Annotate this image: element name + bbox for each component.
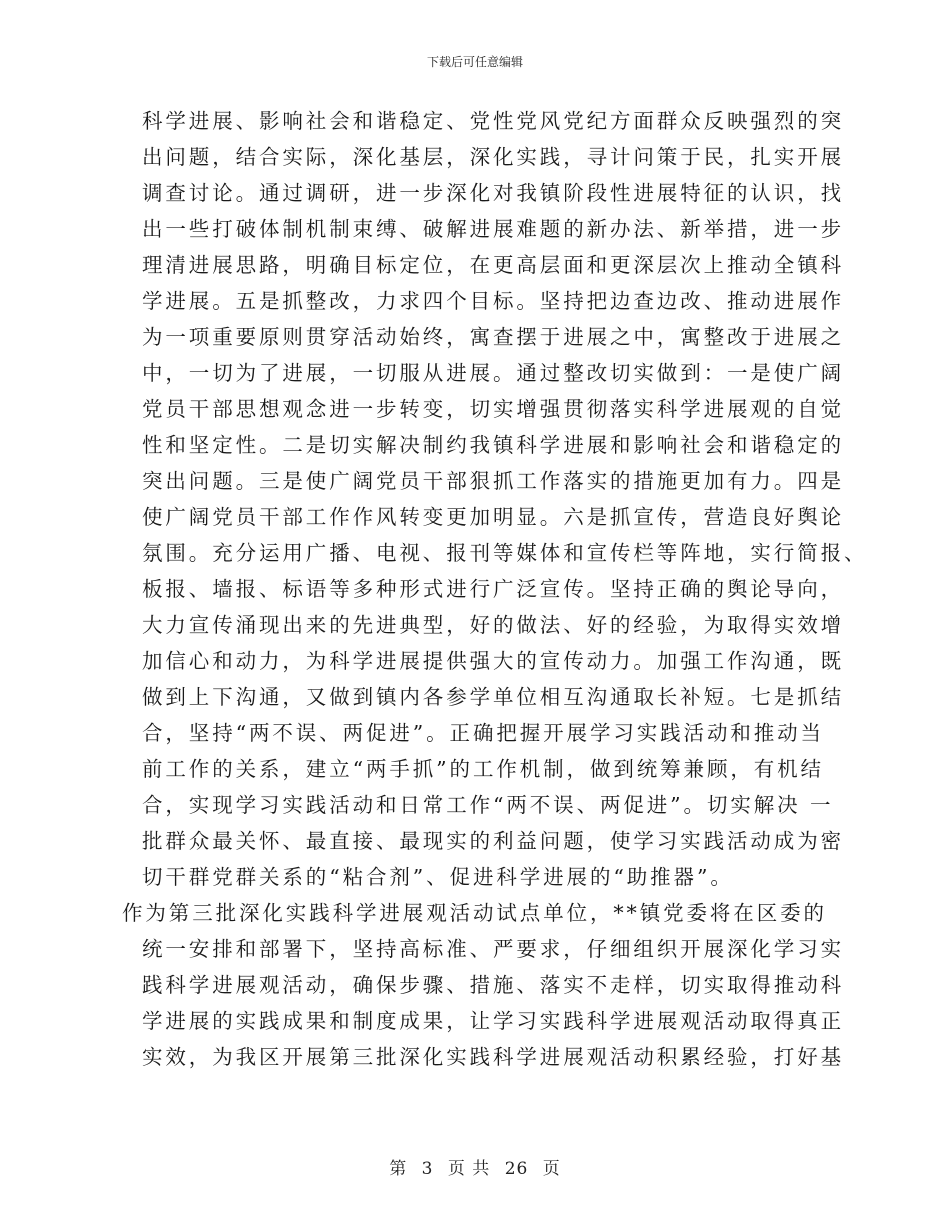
text-line: 板报、墙报、标语等多种形式进行广泛宣传。坚持正确的舆论导向，: [142, 577, 844, 601]
page-header: 下载后可任意编辑: [426, 55, 523, 69]
current-page-number: 3: [421, 1159, 434, 1179]
text-line: 学进展的实践成果和制度成果，让学习实践科学进展观活动取得真正: [142, 1009, 844, 1033]
text-line: 批群众最关怀、最直接、最现实的利益问题，使学习实践活动成为密: [142, 829, 844, 853]
text-line: 切干群党群关系的“粘合剂”、促进科学进展的“助推器”。: [142, 865, 734, 889]
footer-prefix: 第: [389, 1159, 408, 1179]
text-line: 作为第三批深化实践科学进展观活动试点单位，**镇党委将在区委的: [122, 901, 827, 925]
text-line: 大力宣传涌现出来的先进典型，好的做法、好的经验，为取得实效增: [142, 613, 844, 637]
text-line: 突出问题。三是使广阔党员干部狠抓工作落实的措施更加有力。四是: [142, 469, 844, 493]
footer-suffix: 页: [542, 1159, 561, 1179]
text-line: 学进展。五是抓整改，力求四个目标。坚持把边查边改、推动进展作: [142, 289, 844, 313]
text-line: 做到上下沟通，又做到镇内各参学单位相互沟通取长补短。七是抓结: [142, 685, 844, 709]
text-line: 使广阔党员干部工作作风转变更加明显。六是抓宣传，营造良好舆论: [142, 505, 844, 529]
text-line: 出问题，结合实际，深化基层，深化实践，寻计问策于民，扎实开展: [142, 145, 844, 169]
text-line: 实效，为我区开展第三批深化实践科学进展观活动积累经验，打好基: [142, 1045, 844, 1069]
text-line: 加信心和动力，为科学进展提供强大的宣传动力。加强工作沟通，既: [142, 649, 844, 673]
text-line: 氛围。充分运用广播、电视、报刊等媒体和宣传栏等阵地，实行简报、: [142, 541, 868, 565]
text-line: 调查讨论。通过调研，进一步深化对我镇阶段性进展特征的认识，找: [142, 181, 844, 205]
text-line: 为一项重要原则贯穿活动始终，寓查摆于进展之中，寓整改于进展之: [142, 325, 844, 349]
text-line: 性和坚定性。二是切实解决制约我镇科学进展和影响社会和谐稳定的: [142, 433, 844, 457]
text-line: 践科学进展观活动，确保步骤、措施、落实不走样，切实取得推动科: [142, 973, 844, 997]
text-line: 党员干部思想观念进一步转变，切实增强贯彻落实科学进展观的自觉: [142, 397, 844, 421]
text-line: 合，实现学习实践活动和日常工作“两不误、两促进”。切实解决 一: [142, 793, 834, 817]
text-line: 合，坚持“两不误、两促进”。正确把握开展学习实践活动和推动当: [142, 721, 824, 745]
text-line: 中，一切为了进展，一切服从进展。通过整改切实做到：一是使广阔: [142, 361, 844, 385]
text-line: 统一安排和部署下，坚持高标准、严要求，仔细组织开展深化学习实: [142, 937, 844, 961]
text-line: 前工作的关系，建立“两手抓”的工作机制，做到统筹兼顾，有机结: [142, 757, 824, 781]
page-footer: [0, 1158, 950, 1180]
total-page-count: 26: [504, 1159, 529, 1179]
text-line: 理清进展思路，明确目标定位，在更高层面和更深层次上推动全镇科: [142, 253, 844, 277]
footer-middle: 页 共: [447, 1159, 491, 1179]
text-line: 出一些打破体制机制束缚、破解进展难题的新办法、新举措，进一步: [142, 217, 844, 241]
text-line: 科学进展、影响社会和谐稳定、党性党风党纪方面群众反映强烈的突: [142, 109, 844, 133]
